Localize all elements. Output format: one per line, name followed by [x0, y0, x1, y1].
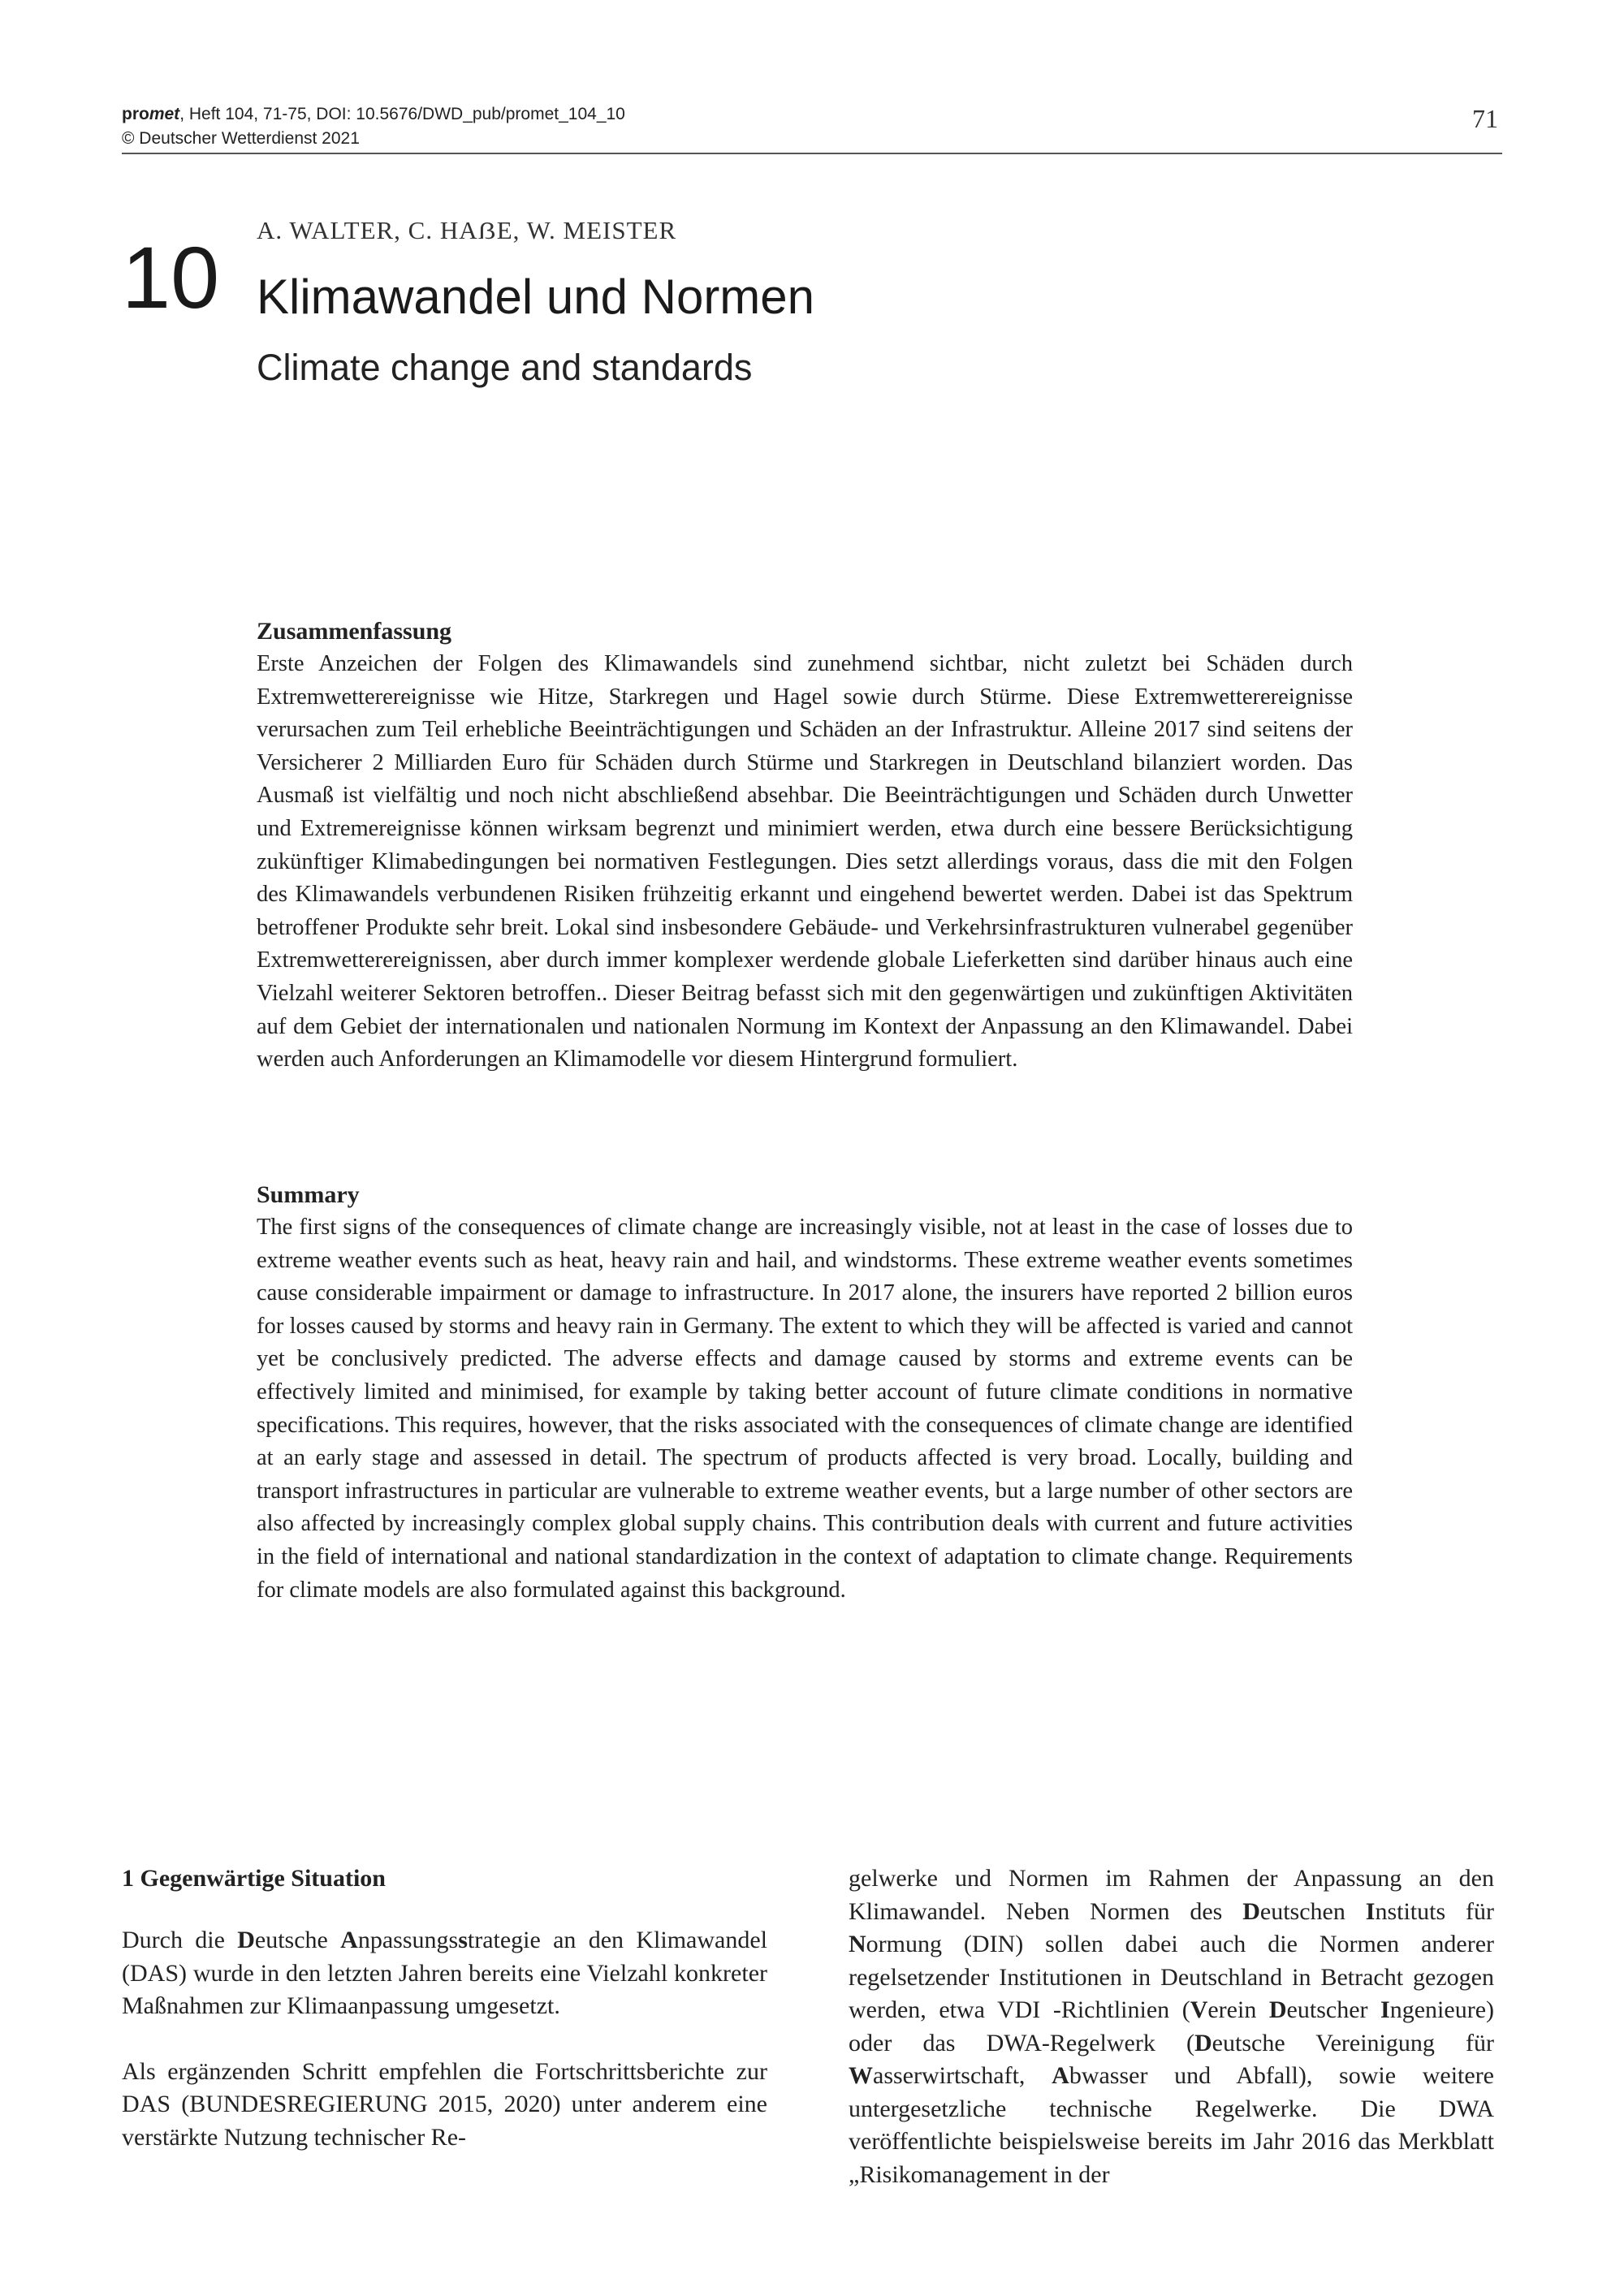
summary-block — [257, 1179, 1353, 1607]
paragraph: Durch die Deutsche Anpassungsstrategie an den Klimawandel (DAS) wurde in den letzten Jahren bereits eine Vielzahl konkreter Maßnahmen zur Klimaanpassung umgesetzt. — [122, 1927, 767, 2019]
right-column — [849, 1862, 1494, 2224]
authors: A. WALTER, C. HAẞE, W. MEISTER — [257, 216, 677, 244]
running-header — [122, 102, 1502, 151]
paragraph: gelwerke und Normen im Rahmen der Anpassung an den Klimawandel. Neben Normen des Deutschen Instituts für Normung (DIN) sollen dabei auch die Normen anderer regelsetzender Institutionen in Deutschland in Betracht gezogen werden, etwa VDI -Richtlinien (Verein Deutscher Ingenieure) oder das DWA-Regelwerk (Deutsche Vereinigung für Wasserwirtschaft, Abwasser und Abfall), sowie weitere untergesetzliche technische Regelwerke. Die DWA veröffentlichte beispielsweise bereits im Jahr 2016 das Merkblatt „Risikomanagement in der — [849, 1865, 1494, 2188]
zusammenfassung-block — [257, 615, 1353, 1077]
section-heading: 1 Gegenwärtige Situation — [122, 1865, 386, 1892]
title-german: Klimawandel und Normen — [257, 270, 815, 324]
summary-heading: Summary — [257, 1181, 360, 1208]
summary-text: The first signs of the consequences of climate change are increasingly visible, not at least in the case of losses due to extreme weather events such as heat, heavy rain and hail, and windstorms. These extreme weather events sometimes cause considerable impairment or damage to infrastructure. In 2017 alone, the insurers have reported 2 billion euros for losses caused by storms and heavy rain in Germany. The extent to which they will be affected is varied and cannot yet be conclusively predicted. The adverse effects and damage caused by storms and extreme events can be effectively limited and minimised, for example by taking better account of future climate conditions in normative specifications. This requires, however, that the risks associated with the consequences of climate change are identified at an early stage and assessed in detail. The spectrum of products affected is very broad. Locally, building and transport infrastructures in particular are vulnerable to extreme weather events, but a large number of other sectors are also affected by increasingly complex global supply chains. This contribution deals with current and future activities in the field of international and national standardization in the context of adaptation to climate change. Requirements for climate models are also formulated against this background. — [257, 1215, 1353, 1603]
zusammenfassung-text: Erste Anzeichen der Folgen des Klimawandels sind zunehmend sichtbar, nicht zuletzt bei Schäden durch Extremwetterereignisse wie Hitze, Starkregen und Hagel sowie durch Stürme. Diese Extremwetterereignisse verursachen zum Teil erhebliche Beeinträchtigungen und Schäden an der Infrastruktur. Alleine 2017 sind seitens der Versicherer 2 Milliarden Euro für Schäden durch Stürme und Starkregen in Deutschland bilanziert worden. Das Ausmaß ist vielfältig und noch nicht abschließend absehbar. Die Beeinträchtigungen und Schäden durch Unwetter und Extremereignisse können wirksam begrenzt und minimiert werden, etwa durch eine bessere Berücksichtigung zukünftiger Klimabedingungen bei normativen Festlegungen. Dies setzt allerdings voraus, dass die mit den Folgen des Klimawandels verbundenen Risiken frühzeitig erkannt und eingehend bewertet werden. Dabei ist das Spektrum betroffener Produkte sehr breit. Lokal sind insbesondere Gebäude- und Verkehrsinfrastrukturen vulnerabel gegenüber Extremwetterereignissen, aber durch immer komplexer werdende globale Lieferketten sind darüber hinaus auch eine Vielzahl weiterer Sektoren betroffen.. Dieser Beitrag befasst sich mit den gegenwärtigen und zukünftigen Aktivitäten auf dem Gebiet der internationalen und nationalen Normung im Kontext der Anpassung an den Klimawandel. Dabei werden auch Anforderungen an Klimamodelle vor diesem Hintergrund formuliert. — [257, 651, 1353, 1072]
copyright-line: © Deutscher Wetterdienst 2021 — [122, 129, 360, 148]
title-english: Climate change and standards — [257, 347, 753, 388]
header-rule — [122, 153, 1502, 154]
paragraph: Als ergänzenden Schritt empfehlen die Fortschrittsberichte zur DAS (BUNDESREGIERUNG 2015, 2020) unter anderem eine verstärkte Nutzung technischer Re- — [122, 2057, 767, 2151]
citation-line: promet, Heft 104, 71-75, DOI: 10.5676/DWD_pub/promet_104_10 — [122, 105, 625, 123]
journal-name: promet — [122, 105, 180, 123]
zusammenfassung-heading: Zusammenfassung — [257, 618, 452, 645]
page-number: 71 — [1472, 104, 1498, 133]
left-column — [122, 1862, 767, 2186]
chapter-number: 10 — [122, 228, 220, 326]
